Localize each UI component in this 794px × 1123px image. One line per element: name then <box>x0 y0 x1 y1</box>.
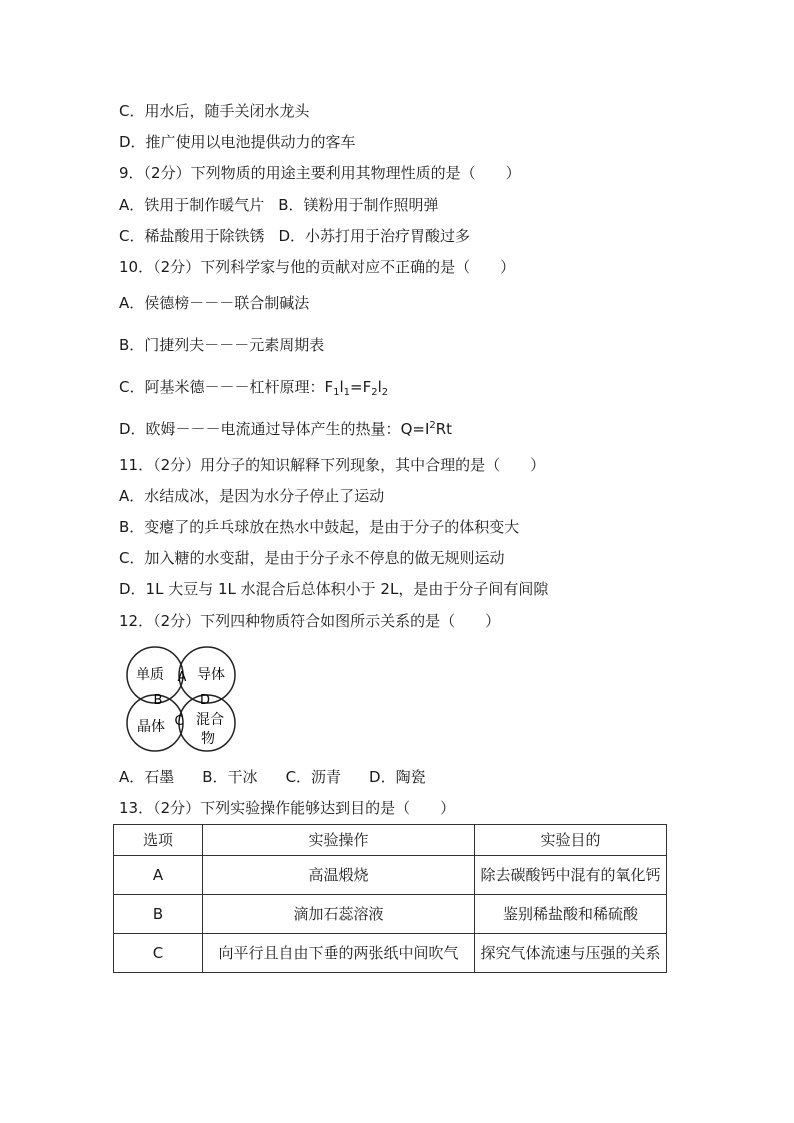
q9-options-cd <box>119 226 470 246</box>
q12-option-b: B．干冰 <box>202 768 258 786</box>
q10-option-b: B．门捷列夫－－－元素周期表 <box>119 336 325 354</box>
row-operation: 滴加石蕊溶液 <box>203 895 475 934</box>
venn-region-a: A <box>177 670 187 685</box>
q10-option-d-text: D．欧姆－－－电流通过导体产生的热量： <box>119 420 401 438</box>
question-13: 13．（2分）下列实验操作能够达到目的是（ ） <box>119 799 456 817</box>
q11-option-b: B．变瘪了的乒乓球放在热水中鼓起，是由于分子的体积变大 <box>119 518 520 536</box>
header-option: 选项 <box>114 825 203 856</box>
question-12: 12．（2分）下列四种物质符合如图所示关系的是（ ） <box>119 612 501 630</box>
venn-label-mixtures-1: 混合 <box>196 712 224 728</box>
q8-option-d: D．推广使用以电池提供动力的客车 <box>119 133 356 151</box>
row-purpose: 除去碳酸钙中混有的氧化钙 <box>475 856 667 895</box>
q11-option-d: D．1L 大豆与 1L 水混合后总体积小于 2L，是由于分子间有间隙 <box>119 580 549 598</box>
q9-option-b: B．镁粉用于制作照明弹 <box>278 196 439 214</box>
q10-option-a: A．侯德榜－－－联合制碱法 <box>119 294 310 312</box>
q12-option-d: D．陶瓷 <box>369 768 426 786</box>
question-9: 9．（2分）下列物质的用途主要利用其物理性质的是（ ） <box>119 164 521 182</box>
table-row <box>114 895 667 934</box>
q9-option-c: C．稀盐酸用于除铁锈 <box>119 227 265 245</box>
row-operation: 高温煅烧 <box>203 856 475 895</box>
q8-option-c: C．用水后，随手关闭水龙头 <box>119 102 310 120</box>
venn-label-elements: 单质 <box>136 667 164 683</box>
joule-formula: $Q=I^2Rt$ <box>400 420 453 438</box>
row-option: A <box>114 856 203 895</box>
question-11: 11．（2分）用分子的知识解释下列现象，其中合理的是（ ） <box>119 456 546 474</box>
venn-diagram <box>122 646 242 752</box>
experiment-table <box>113 824 667 973</box>
header-purpose: 实验目的 <box>475 825 667 856</box>
row-option: B <box>114 895 203 934</box>
q11-option-a: A．水结成冰，是因为水分子停止了运动 <box>119 487 385 505</box>
q12-option-c: C．沥青 <box>285 768 342 786</box>
venn-region-b: B <box>153 693 163 708</box>
q10-option-c <box>119 377 388 397</box>
venn-label-conductors: 导体 <box>197 667 225 683</box>
venn-region-d: D <box>199 693 211 708</box>
row-operation: 向平行且自由下垂的两张纸中间吹气 <box>203 934 475 973</box>
lever-formula: $F_1l_1=F_2l_2$ <box>324 378 389 398</box>
q10-option-c-text: C．阿基米德－－－杠杆原理： <box>119 378 325 396</box>
q12-options <box>119 767 426 787</box>
venn-label-mixtures-2: 物 <box>201 731 215 747</box>
question-10: 10．（2分）下列科学家与他的贡献对应不正确的是（ ） <box>119 258 516 276</box>
venn-label-crystals: 晶体 <box>137 719 165 735</box>
header-operation: 实验操作 <box>203 825 475 856</box>
row-option: C <box>114 934 203 973</box>
q12-option-a: A．石墨 <box>119 768 175 786</box>
table-header-row <box>114 825 667 856</box>
q10-option-d <box>119 419 452 439</box>
q9-options-ab <box>119 195 439 215</box>
row-purpose: 鉴别稀盐酸和稀硫酸 <box>475 895 667 934</box>
venn-region-c: C <box>174 714 184 729</box>
q9-option-a: A．铁用于制作暖气片 <box>119 196 265 214</box>
q11-option-c: C．加入糖的水变甜，是由于分子永不停息的做无规则运动 <box>119 549 505 567</box>
table-row <box>114 856 667 895</box>
table-row <box>114 934 667 973</box>
row-purpose: 探究气体流速与压强的关系 <box>475 934 667 973</box>
q9-option-d: D．小苏打用于治疗胃酸过多 <box>278 227 471 245</box>
